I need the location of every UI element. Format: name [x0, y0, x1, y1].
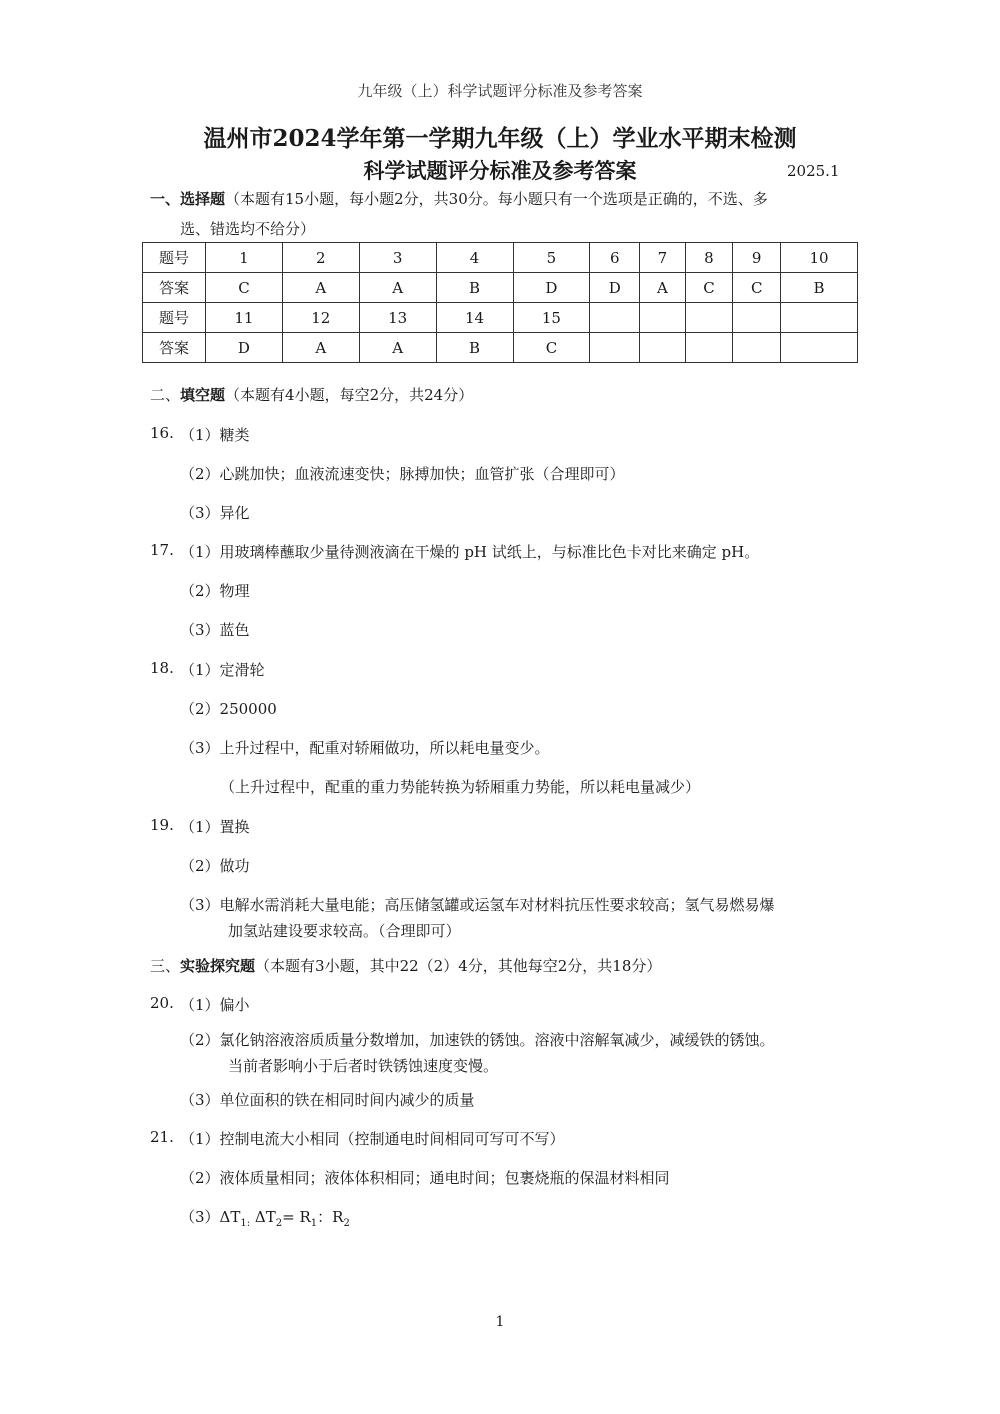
table-cell: 12	[282, 303, 359, 333]
table-cell: 13	[359, 303, 436, 333]
table-cell: 15	[513, 303, 590, 333]
table-cell	[733, 333, 781, 363]
answer-line: （1）偏小	[180, 996, 250, 1014]
table-cell: C	[206, 273, 283, 303]
answer-line: （3）单位面积的铁在相同时间内减少的质量	[180, 1091, 475, 1109]
table-cell: D	[590, 273, 640, 303]
answer-table	[142, 242, 858, 363]
table-cell: B	[781, 273, 858, 303]
answer-line: （3）上升过程中，配重对轿厢做功，所以耗电量变少。	[180, 739, 550, 757]
section2-prefix: 二、	[150, 386, 181, 404]
section3-heading	[150, 955, 661, 976]
answer-line: （3）电解水需消耗大量电能；高压储氢罐或运氢车对材料抗压性要求较高；氢气易燃易爆	[180, 896, 775, 914]
section1-note: （本题有15小题，每小题2分，共30分。每小题只有一个选项是正确的，不选、多	[225, 190, 768, 208]
answer-line: （2）氯化钠溶液溶质质量分数增加，加速铁的锈蚀。溶液中溶解氧减少，减缓铁的锈蚀。	[180, 1031, 775, 1049]
section2-note: （本题有4小题，每空2分，共24分）	[225, 386, 474, 404]
formula-colon: ：R	[317, 1208, 344, 1226]
answer-line-cont: 加氢站建设要求较高。（合理即可）	[228, 922, 461, 940]
table-cell	[590, 303, 640, 333]
table-cell: 7	[640, 243, 685, 273]
answer-line-alt: （上升过程中，配重的重力势能转换为轿厢重力势能，所以耗电量减少）	[220, 778, 701, 796]
section1-label: 一、选择题	[150, 190, 226, 208]
table-row	[143, 333, 858, 363]
table-row	[143, 273, 858, 303]
formula-sub: 1	[240, 1218, 247, 1229]
answer-line: （1）糖类	[180, 426, 250, 444]
table-cell: 10	[781, 243, 858, 273]
table-header-cell: 题号	[143, 243, 206, 273]
table-cell: 9	[733, 243, 781, 273]
answer-line: （1）用玻璃棒蘸取少量待测液滴在干燥的 pH 试纸上，与标准比色卡对比来确定 pH。	[180, 543, 760, 561]
table-cell: 8	[685, 243, 733, 273]
formula-sub: 2	[275, 1218, 283, 1229]
table-cell	[733, 303, 781, 333]
answer-line: （1）定滑轮	[180, 661, 265, 679]
question-number: 17.	[150, 541, 174, 559]
table-row	[143, 243, 858, 273]
table-cell: B	[436, 333, 513, 363]
answer-line: （3）异化	[180, 504, 250, 522]
answer-line: （2）做功	[180, 857, 250, 875]
answer-formula	[180, 1206, 350, 1229]
formula-sep: :	[246, 1218, 251, 1229]
answer-line: （2）心跳加快；血液流速变快；脉搏加快；血管扩张（合理即可）	[180, 465, 625, 483]
table-cell	[685, 303, 733, 333]
table-header-cell: 答案	[143, 333, 206, 363]
answer-line: （3）蓝色	[180, 621, 250, 639]
question-number: 20.	[150, 994, 174, 1012]
running-header: 九年级（上）科学试题评分标准及参考答案	[357, 82, 643, 100]
answer-line: （1）控制电流大小相同（控制通电时间相同可写可不写）	[180, 1130, 565, 1148]
table-row	[143, 303, 858, 333]
answer-line: （2）液体质量相同；液体体积相同；通电时间；包裹烧瓶的保温材料相同	[180, 1169, 670, 1187]
formula-prefix: （3）	[180, 1208, 220, 1226]
table-cell: 6	[590, 243, 640, 273]
section2-heading	[150, 384, 473, 405]
answer-line: （1）置换	[180, 818, 250, 836]
answer-line: （2）物理	[180, 582, 250, 600]
question-number: 21.	[150, 1128, 174, 1146]
table-cell: 11	[206, 303, 283, 333]
table-cell	[781, 333, 858, 363]
page-number: 1	[495, 1314, 505, 1330]
table-cell: 3	[359, 243, 436, 273]
answer-line-cont: 当前者影响小于后者时铁锈蚀速度变慢。	[228, 1057, 499, 1075]
table-cell	[640, 303, 685, 333]
table-cell: D	[206, 333, 283, 363]
formula-delta-t: ΔT	[254, 1208, 276, 1226]
formula-eq: = R	[282, 1208, 311, 1226]
table-cell: 14	[436, 303, 513, 333]
table-cell: 4	[436, 243, 513, 273]
document-title: 温州市2024学年第一学期九年级（上）学业水平期末检测	[203, 125, 797, 152]
formula-sub: 1	[310, 1218, 318, 1229]
document-subtitle: 科学试题评分标准及参考答案	[363, 158, 637, 183]
section3-label: 实验探究题	[180, 957, 256, 975]
table-cell: C	[513, 333, 590, 363]
table-cell: B	[436, 273, 513, 303]
table-cell: C	[685, 273, 733, 303]
question-number: 19.	[150, 816, 174, 834]
table-cell	[590, 333, 640, 363]
table-cell: 2	[282, 243, 359, 273]
table-cell: D	[513, 273, 590, 303]
table-cell: 1	[206, 243, 283, 273]
table-cell: A	[282, 333, 359, 363]
section3-note: （本题有3小题，其中22（2）4分，其他每空2分，共18分）	[255, 957, 662, 975]
section3-prefix: 三、	[150, 957, 181, 975]
question-number: 16.	[150, 424, 174, 442]
section1-heading	[150, 184, 768, 214]
section2-label: 填空题	[180, 386, 226, 404]
formula-sub: 2	[343, 1218, 350, 1229]
formula-delta-t: ΔT	[219, 1208, 241, 1226]
table-cell: A	[359, 273, 436, 303]
table-cell: C	[733, 273, 781, 303]
question-number: 18.	[150, 659, 174, 677]
document-date: 2025.1	[787, 162, 840, 180]
table-cell	[640, 333, 685, 363]
table-cell: A	[282, 273, 359, 303]
table-header-cell: 题号	[143, 303, 206, 333]
table-cell: 5	[513, 243, 590, 273]
table-cell	[685, 333, 733, 363]
answer-line: （2）250000	[180, 700, 277, 718]
section1-note-cont: 选、错选均不给分）	[180, 220, 316, 238]
table-header-cell: 答案	[143, 273, 206, 303]
table-cell: A	[359, 333, 436, 363]
table-cell: A	[640, 273, 685, 303]
table-cell	[781, 303, 858, 333]
